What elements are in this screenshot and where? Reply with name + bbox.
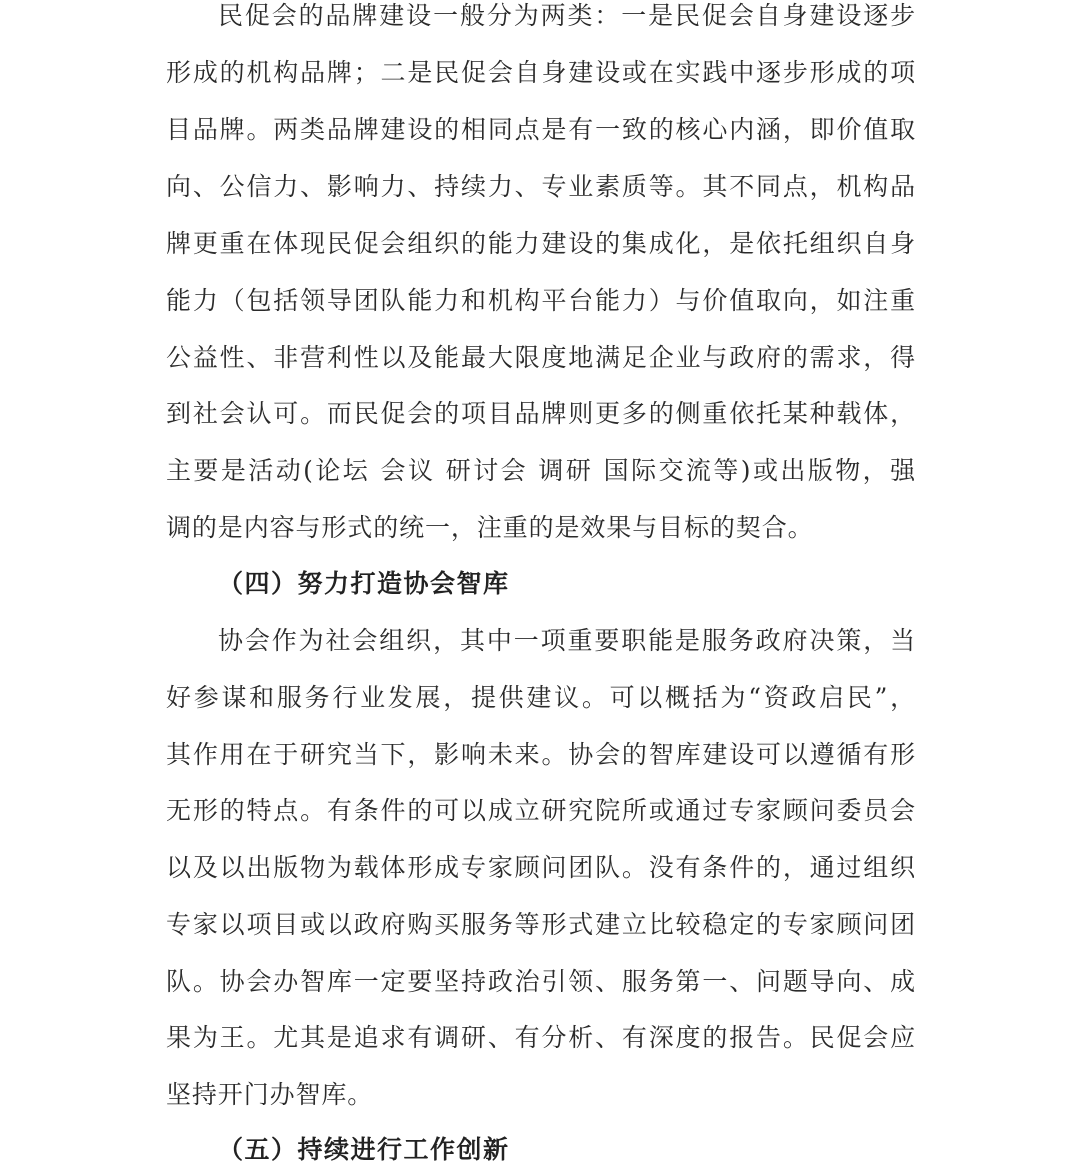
text-line: 主要是活动(论坛 会议 研讨会 调研 国际交流等)或出版物，强 <box>166 456 916 485</box>
section-heading: （四）努力打造协会智库 <box>218 569 510 598</box>
text-line: 以及以出版物为载体形成专家顾问团队。没有条件的，通过组织 <box>166 853 916 882</box>
text-line: 坚持开门办智库。 <box>166 1080 374 1109</box>
text-line: 牌更重在体现民促会组织的能力建设的集成化，是依托组织自身 <box>166 229 916 258</box>
text-line: 目品牌。两类品牌建设的相同点是有一致的核心内涵，即价值取 <box>166 115 916 144</box>
text-line: 向、公信力、影响力、持续力、专业素质等。其不同点，机构品 <box>166 172 916 201</box>
section-heading: （五）持续进行工作创新 <box>218 1135 510 1164</box>
text-line: 无形的特点。有条件的可以成立研究院所或通过专家顾问委员会 <box>166 796 916 825</box>
text-line: 到社会认可。而民促会的项目品牌则更多的侧重依托某种载体， <box>166 399 916 428</box>
text-line: 形成的机构品牌；二是民促会自身建设或在实践中逐步形成的项 <box>166 58 916 87</box>
text-line: 公益性、非营利性以及能最大限度地满足企业与政府的需求，得 <box>166 343 916 372</box>
text-line: 能力（包括领导团队能力和机构平台能力）与价值取向，如注重 <box>166 286 916 315</box>
text-line: 调的是内容与形式的统一，注重的是效果与目标的契合。 <box>166 513 814 542</box>
text-line: 队。协会办智库一定要坚持政治引领、服务第一、问题导向、成 <box>166 967 916 996</box>
text-line: 民促会的品牌建设一般分为两类：一是民促会自身建设逐步 <box>218 1 916 30</box>
text-line: 好参谋和服务行业发展，提供建议。可以概括为“资政启民”， <box>166 683 916 712</box>
text-line: 专家以项目或以政府购买服务等形式建立比较稳定的专家顾问团 <box>166 910 916 939</box>
text-line: 果为王。尤其是追求有调研、有分析、有深度的报告。民促会应 <box>166 1023 916 1052</box>
text-line: 其作用在于研究当下，影响未来。协会的智库建设可以遵循有形 <box>166 740 916 769</box>
text-line: 协会作为社会组织，其中一项重要职能是服务政府决策，当 <box>218 626 916 655</box>
